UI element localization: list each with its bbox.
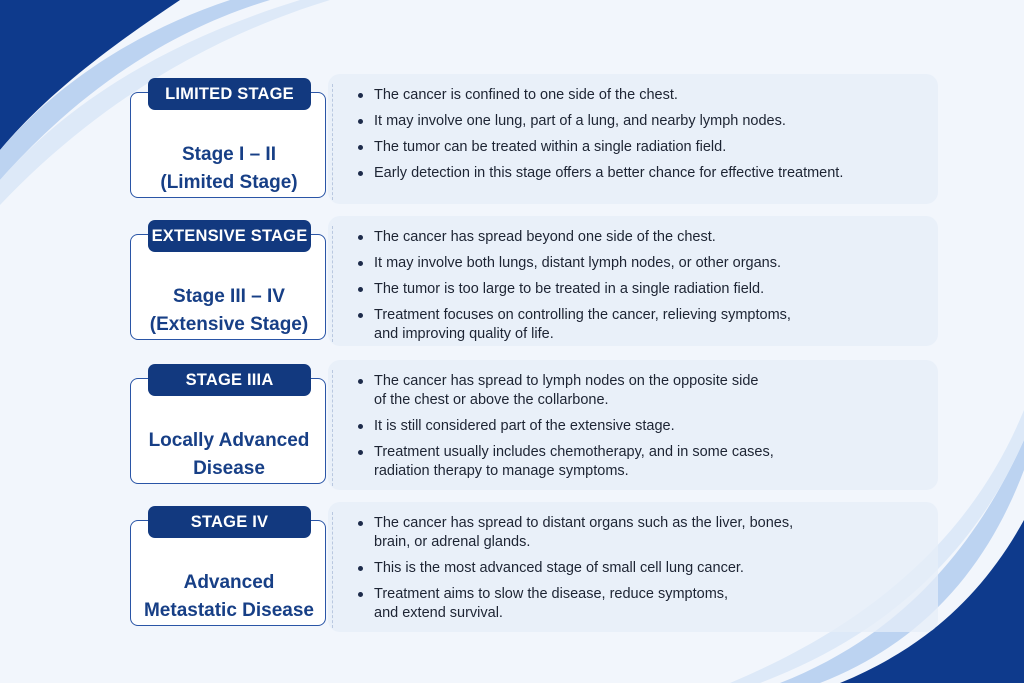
stage-row — [130, 364, 938, 492]
bullet-text: The cancer has spread beyond one side of the chest. — [374, 229, 716, 245]
stage-badge: EXTENSIVE STAGE — [148, 220, 311, 252]
bullet-item — [356, 443, 926, 481]
bullet-item — [356, 417, 926, 436]
stage-row — [130, 78, 938, 206]
bullet-item — [356, 86, 926, 105]
bullet-text: It may involve one lung, part of a lung, and nearby lymph nodes. — [374, 113, 786, 129]
bullet-item — [356, 372, 926, 410]
stage-title-line: (Limited Stage) — [160, 172, 298, 193]
stage-row — [130, 506, 938, 634]
bullet-text: and extend survival. — [374, 605, 503, 621]
bullet-item — [356, 228, 926, 247]
stage-title-line: Metastatic Disease — [143, 600, 315, 621]
stage-title-line: Disease — [193, 458, 265, 479]
bullet-text: This is the most advanced stage of small cell lung cancer. — [374, 560, 744, 576]
stage-badge: STAGE IIIA — [148, 364, 311, 396]
bullet-text: Treatment aims to slow the disease, reduce symptoms, — [374, 586, 729, 602]
bullet-list — [356, 228, 926, 351]
stage-row — [130, 220, 938, 348]
divider — [332, 370, 333, 486]
stage-title-line: Advanced — [183, 572, 275, 593]
divider — [332, 512, 333, 628]
bullet-item — [356, 112, 926, 131]
bullet-item — [356, 138, 926, 157]
bullet-text: brain, or adrenal glands. — [374, 534, 531, 550]
stage-badge: STAGE IV — [148, 506, 311, 538]
bullet-item — [356, 306, 926, 344]
bullet-item — [356, 585, 926, 623]
bullet-text: The cancer has spread to lymph nodes on the opposite side — [374, 373, 759, 389]
stage-title — [131, 427, 327, 483]
bullet-list — [356, 514, 926, 630]
bullet-text: Early detection in this stage offers a better chance for effective treatment. — [374, 165, 844, 181]
divider — [332, 226, 333, 342]
bullet-text: It may involve both lungs, distant lymph nodes, or other organs. — [374, 255, 782, 271]
stage-title-line: (Extensive Stage) — [149, 314, 309, 335]
bullet-text: The tumor can be treated within a single radiation field. — [374, 139, 727, 155]
bullet-item — [356, 164, 926, 183]
stage-badge: LIMITED STAGE — [148, 78, 311, 110]
bullet-text: of the chest or above the collarbone. — [374, 392, 609, 408]
bullet-text: radiation therapy to manage symptoms. — [374, 463, 629, 479]
bullet-text: The cancer is confined to one side of the chest. — [374, 87, 678, 103]
bullet-item — [356, 514, 926, 552]
stage-title — [131, 141, 327, 197]
bullet-text: It is still considered part of the extensive stage. — [374, 418, 675, 434]
bullet-item — [356, 280, 926, 299]
bullet-text: The tumor is too large to be treated in a single radiation field. — [374, 281, 765, 297]
stage-title — [131, 283, 327, 339]
bullet-text: Treatment focuses on controlling the cancer, relieving symptoms, — [374, 307, 791, 323]
bullet-list — [356, 372, 926, 488]
bullet-item — [356, 254, 926, 273]
divider — [332, 84, 333, 200]
stage-title-line: Stage I – II — [182, 144, 276, 165]
bullet-text: The cancer has spread to distant organs such as the liver, bones, — [374, 515, 794, 531]
bullet-item — [356, 559, 926, 578]
bullet-text: and improving quality of life. — [374, 326, 554, 342]
bullet-text: Treatment usually includes chemotherapy, and in some cases, — [374, 444, 774, 460]
stage-title-line: Locally Advanced — [148, 430, 310, 451]
stage-title — [131, 569, 327, 625]
bullet-list — [356, 86, 926, 190]
stage-title-line: Stage III – IV — [173, 286, 285, 307]
